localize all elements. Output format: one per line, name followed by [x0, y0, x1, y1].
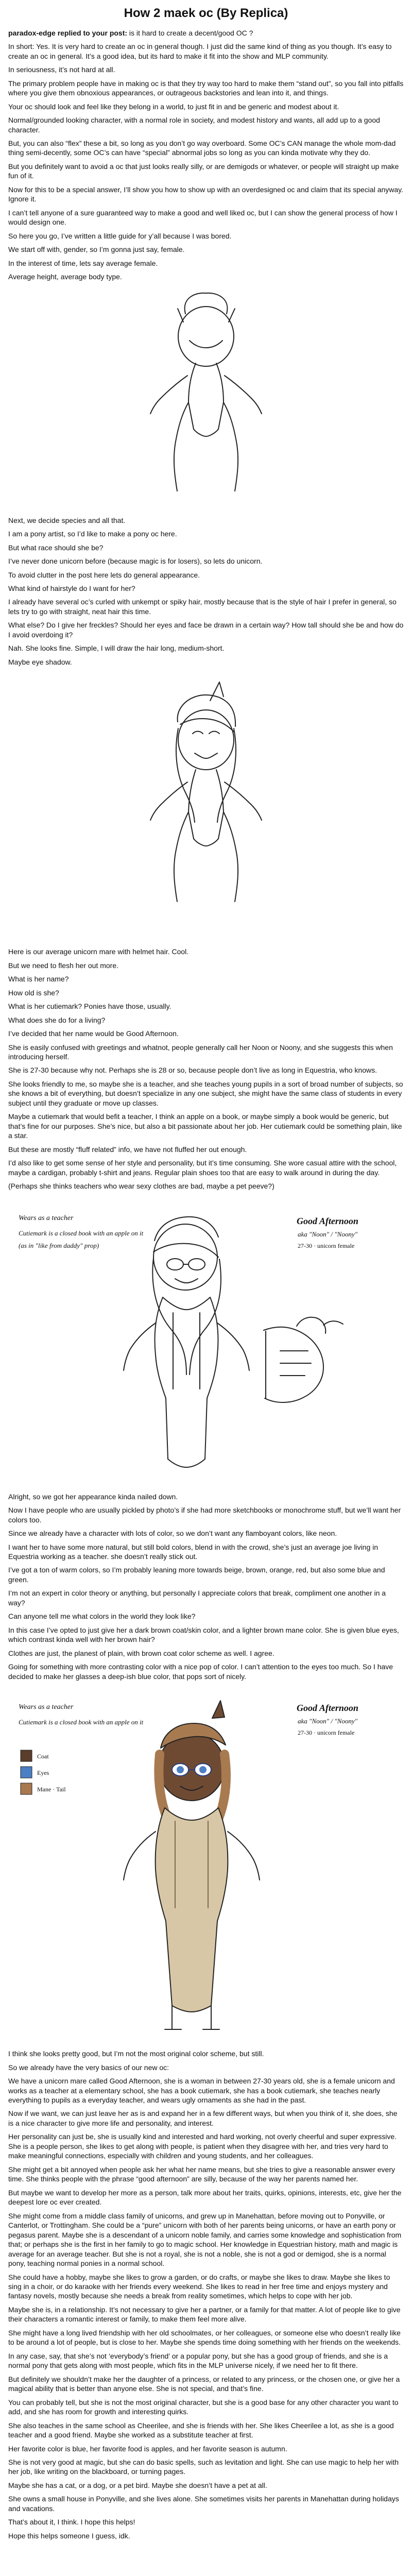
caption-aka-2: aka "Noon" / "Noony" — [298, 1717, 358, 1725]
section-2-line-5: To avoid clutter in the post here lets do general appearance. — [8, 570, 200, 579]
section-3-line-3: What is her name? — [8, 975, 69, 984]
section-4-line-5: I’ve got a ton of warm colors, so I’m probably leaning more towards beige, brown, orange, red, but also some blue and green. — [8, 1566, 385, 1584]
intro-paragraph-2: In short: Yes. It is very hard to create an oc in general though. I just did the same kind of thing as you though. It’s easy to create an oc in general. It’s a good idea, but its hard to make it fit into the show and MLP community. — [8, 42, 392, 60]
section-2-line-9: Nah. She looks fine. Simple, I will draw the hair long, medium-short. — [8, 644, 225, 653]
section-5-line-16: Her favorite color is blue, her favorite food is apples, and her favorite season is autumn. — [8, 2444, 287, 2453]
section-4-line-4: I want her to have some more natural, but still bold colors, blend in with the crowd, she’s just an average joe living in Equestria working as a teacher. she doesn’t really stick out. — [8, 1543, 379, 1561]
intro-paragraph-8: But you definitely want to avoid a oc that just looks really silly, or are demigods or whatever, or people will straight up make fun of it. — [8, 162, 399, 180]
section-2-line-8: What else? Do I give her freckles? Should her eyes and face be drawn in a certain way? How tall should she be and how do I avoid overdoing it? — [8, 621, 404, 639]
section-5-line-13: But definitely we shouldn’t make her the daughter of a princess, or related to any princess, or the chosen one, or give her a magical ability that is better than anyone else. She is not special, and that’s fine. — [8, 2375, 400, 2393]
section-3-line-7: I’ve decided that her name would be Good Afternoon. — [8, 1029, 179, 1038]
swatch-eyes-label: Eyes — [37, 1769, 49, 1777]
hair-sketch — [8, 672, 404, 940]
section-5-line-12: In any case, say, that she’s not ‘everybody’s friend’ or a popular pony, but she has a good group of friends, and she is a normal pony that gets along with most people, which fits in the MLP universe nicely, if we need her to fit there. — [8, 2351, 388, 2370]
section-5-line-5: Her personality can just be, she is usually kind and interested and hard working, not overly cheerful and super expressive. She is a people person, she likes to get along with people, is patient when they disagree with her, and tries very hard to make meaningful connections, especially with children and young students, and her colleagues. — [8, 2132, 397, 2160]
section-2-line-4: I’ve never done unicorn before (because magic is for losers), so lets do unicorn. — [8, 557, 263, 566]
section-5-line-9: She could have a hobby, maybe she likes to grow a garden, or do crafts, or maybe she likes to draw. Maybe she likes to sing in a choir, or do karaoke with her friends every weekend. She likes to read in her free time and enjoys mystery and fantasy novels, mostly because she needs a break from reality sometimes, which helps to cope with her job. — [8, 2273, 390, 2300]
section-3-line-14: (Perhaps she thinks teachers who wear sexy clothes are bad, maybe a pet peeve?) — [8, 1182, 274, 1191]
caption-like-from-daddy: (as in "like from daddy" prop) — [19, 1241, 99, 1249]
section-4-line-6: I’m not an expert in color theory or anything, but personally I appreciate colors that break, compliment one another in a way? — [8, 1589, 386, 1607]
caption-name-title-2: Good Afternoon — [297, 1703, 358, 1714]
caption-age-line-2: 27-30 · unicorn female — [298, 1729, 355, 1737]
section-2-line-1: Next, we decide species and all that. — [8, 516, 126, 524]
section-3-line-6: What does she do for a living? — [8, 1015, 106, 1024]
section-5-line-19: She owns a small house in Ponyville, and she lives alone. She sometimes visits her parents in Manehattan during holidays and vacations. — [8, 2495, 399, 2513]
section-1-line-2: In the interest of time, lets say average female. — [8, 259, 158, 267]
section-2-line-10: Maybe eye shadow. — [8, 657, 72, 666]
section-2-line-7: I already have several oc’s curled with unkempt or spiky hair, mostly because that is the style of hair I prefer in general, so lets try to go with straight, neat hair this time. — [8, 598, 397, 616]
intro-paragraph-1 — [8, 28, 404, 38]
section-3-line-13: I’d also like to get some sense of her style and personality, but it’s time consuming. She wore casual attire with the school, maybe a cardigan, probably t-shirt and jeans. Regular plain shoes too that are easy to walk around in during the day. — [8, 1159, 397, 1177]
section-5-line-10: Maybe she is, in a relationship. It’s not necessary to give her a partner, or a family for that matter. A lot of people like to give their characters a romantic interest or family, to make them feel more alive. — [8, 2305, 401, 2324]
section-5-line-1: I think she looks pretty good, but I’m not the most original color scheme, but still. — [8, 2049, 264, 2058]
section-1-line-3: Average height, average body type. — [8, 273, 122, 281]
section-2-line-3: But what race should she be? — [8, 543, 104, 552]
section-4-line-1: Alright, so we got her appearance kinda nailed down. — [8, 1492, 178, 1501]
section-4-line-8: In this case I’ve opted to just give her a dark brown coat/skin color, and a lighter brown mane color. She is given blue eyes, which contrast kinda well with her brown hair? — [8, 1625, 399, 1644]
intro-paragraph-10: I can’t tell anyone of a sure guaranteed way to make a good and well liked oc, but I can show the general process of how I would design one. — [8, 208, 398, 227]
section-3-line-5: What is her cutiemark? Ponies have those, usually. — [8, 1002, 171, 1011]
section-5-line-3: We have a unicorn mare called Good Afternoon, she is a woman in between 27-30 years old, she is a female unicorn and works as a teacher at a elementary school, she has a book cutiemark, she has a book cutiemark, she teaches nearly everything to pupils as a everyday teacher, and wears ugly ornaments as she had in the past. — [8, 2077, 395, 2105]
intro-paragraph-9: Now for this to be a special answer, I’ll show you how to show up with an overdesigned oc and claim that its special anyway. Ignore it. — [8, 185, 404, 204]
outfit-sketch-figure — [8, 1196, 404, 1485]
outfit-sketch — [8, 1196, 404, 1485]
section-3-line-11: Maybe a cutiemark that would befit a teacher, I think an apple on a book, or maybe simply a book would be generic, but that’s fine for our purposes. She’s nice, but also a bit passionate about her job. Her cutiemark could be something plain, like a star. — [8, 1112, 402, 1140]
color-reference-figure — [8, 1686, 404, 2042]
section-5-line-8: She might come from a middle class family of unicorns, and grew up in Manehattan, before moving out to Ponyville, or Canterlot, or Trottingham. She could be a “pure” unicorn with both of her parents being unicorns, or have an earth pony or pegasus parent. Maybe she is a descendant of a unicorn noble family, and carries some knowledge and sophistication from that; or perhaps she is the first in her family to go to magic school. Her knowledge in Equestrian history, math and magic is average for an average teacher. But she is not a royal, she is not a noble, she is not a god or demigod, she is a normal pony, teaching normal ponies in a normal school. — [8, 2211, 402, 2268]
section-5-line-2: So we already have the very basics of our new oc: — [8, 2063, 169, 2072]
swatch-mane-label: Mane · Tail — [37, 1786, 66, 1793]
section-5-line-15: She also teaches in the same school as Cheerilee, and she is friends with her. She likes Cheerilee a lot, as she is a good teacher and a good friend. Maybe she worked as a substitute teacher at first. — [8, 2421, 394, 2439]
section-2-line-2: I am a pony artist, so I’d like to make a pony oc here. — [8, 530, 177, 538]
section-3-line-12: But these are mostly “fluff related” info, we have not fluffed her out enough. — [8, 1145, 247, 1154]
base-pony-sketch — [8, 287, 404, 509]
section-5-line-17: She is not very good at magic, but she can do basic spells, such as levitation and light. She can use magic to help her with her job, like writing on the blackboard, or turning pages. — [8, 2458, 399, 2476]
swatch-coat-label: Coat — [37, 1753, 49, 1760]
caption-cutiemark-book-2: Cutiemark is a closed book with an apple on it — [19, 1718, 144, 1726]
intro-paragraph-11: So here you go, I’ve written a little guide for y’all because I was bored. — [8, 231, 232, 240]
section-5-line-11: She might have a long lived friendship with her old schoolmates, or her colleagues, or someone else who doesn’t really like to be around a lot of people, but is close to her. Maybe she spends time doing something with her friends on the weekends. — [8, 2328, 401, 2347]
section-4-line-7: Can anyone tell me what colors in the world they look like? — [8, 1612, 196, 1621]
intro-question: is it hard to create a decent/good OC ? — [129, 28, 253, 37]
intro-paragraph-7: But, you can also “flex” these a bit, so long as you don’t go way overboard. Some OC’s CAN manage the whole mom-dad thing semi-decently, some OC’s can have “special” abnormal jobs so long as you can kinda motivate why they do. — [8, 139, 396, 157]
intro-paragraph-6: Normal/grounded looking character, with a normal role in society, and modest history and wants, all add up to a good character. — [8, 116, 380, 134]
hair-sketch-figure — [8, 672, 404, 940]
intro-paragraph-5: Your oc should look and feel like they belong in a world, to just fit in and be generic and modest about it. — [8, 102, 339, 111]
caption-aka: aka "Noon" / "Noony" — [298, 1230, 358, 1238]
section-4-line-2: Now I have people who are usually pickled by photo’s if she had more sketchbooks or monochrome stuff, but we’ll want her colors too. — [8, 1506, 401, 1524]
section-3-line-1: Here is our average unicorn mare with helmet hair. Cool. — [8, 947, 189, 956]
caption-cutiemark-book: Cutiemark is a closed book with an apple on it — [19, 1229, 144, 1237]
section-5-line-21: Hope this helps someone I guess, idk. — [8, 2531, 130, 2540]
base-pony-sketch-figure — [8, 287, 404, 509]
intro-paragraph-3: In seriousness, it’s not hard at all. — [8, 65, 115, 74]
caption-wears-teacher-2: Wears as a teacher — [19, 1703, 74, 1711]
section-3-line-10: She looks friendly to me, so maybe she is a teacher, and she teaches young pupils in a sort of broad number of subjects, so she knows a bit of everything, but doesn’t specialize in any one subject, she might have the same class of students in every subject until they graduate or move up classes. — [8, 1079, 403, 1107]
intro-paragraph-4: The primary problem people have in making oc is that they try way too hard to make them “stand out”, so you fall into pitfalls where you give them obnoxious appearances, or outrageous backstories and lean into it, and things. — [8, 79, 404, 97]
caption-age-line: 27-30 · unicorn female — [298, 1242, 355, 1249]
section-5-line-18: Maybe she has a cat, or a dog, or a pet bird. Maybe she doesn’t have a pet at all. — [8, 2481, 267, 2489]
section-3-line-2: But we need to flesh her out more. — [8, 961, 119, 970]
author-prefix: paradox-edge replied to your post: — [8, 28, 128, 37]
section-5-line-20: That’s about it, I think. I hope this helps! — [8, 2518, 135, 2527]
section-4-line-10: Going for something with more contrasting color with a nice pop of color. I can’t attention to the eyes too much. So I have decided to make her glasses a deep-ish blue color, that pops sort of nicely. — [8, 1663, 393, 1681]
color-reference-sheet — [8, 1686, 404, 2042]
section-2-line-6: What kind of hairstyle do I want for her? — [8, 584, 135, 592]
section-5-line-7: But maybe we want to develop her more as a person, talk more about her traits, quirks, opinions, interests, etc, give her the deepest lore oc ever created. — [8, 2188, 402, 2207]
section-5-line-6: She might get a bit annoyed when people ask her what her name means, but she tries to give a reasonable answer every time. She thinks people with the phrase “good afternoon” are silly, because of the way her parents named her. — [8, 2165, 396, 2183]
section-3-line-9: She is 27-30 because why not. Perhaps she is 28 or so, because people don’t live as long in Equestria, who knows. — [8, 1066, 377, 1075]
caption-name-title: Good Afternoon — [297, 1215, 358, 1226]
caption-wears-teacher: Wears as a teacher — [19, 1214, 74, 1222]
section-3-line-8: She is easily confused with greetings and whatnot, people generally call her Noon or Noony, and she suggests this when introducing herself. — [8, 1043, 393, 1061]
section-4-line-3: Since we already have a character with lots of color, so we don’t want any flamboyant colors, like neon. — [8, 1529, 337, 1538]
section-1-line-1: We start off with, gender, so I’m gonna just say, female. — [8, 245, 185, 254]
section-3-line-4: How old is she? — [8, 988, 59, 997]
document-title: How 2 maek oc (By Replica) — [124, 6, 288, 20]
section-5-line-4: Now if we want, we can just leave her as is and expand her in a few different ways, but when you think of it, she does, she is a nice character to give more life and personality, and interest. — [8, 2109, 398, 2127]
section-4-line-9: Clothes are just, the planest of plain, with brown coat color scheme as well. I agree. — [8, 1649, 274, 1657]
section-5-line-14: You can probably tell, but she is not the most original character, but she is a good base for any other character you want to add, and she has room for growth and interesting quirks. — [8, 2398, 399, 2416]
